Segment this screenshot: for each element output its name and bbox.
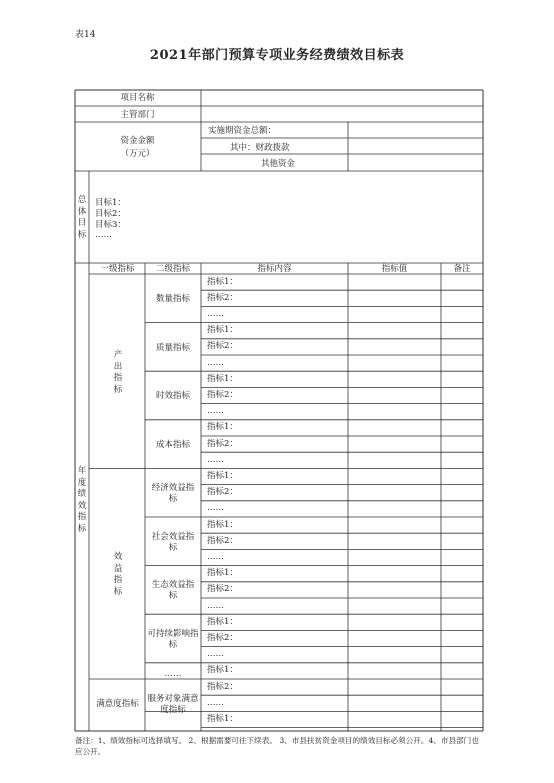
indicator-row-label: 指标1： [207, 665, 238, 676]
funds-unit-label: （万元） [120, 149, 155, 159]
annual-indicators-label: 年度绩效指标 [77, 466, 87, 534]
other-funds-label: 其他资金 [261, 159, 296, 169]
indicator-row-label: 指标2： [207, 487, 238, 498]
table-number: 表14 [75, 30, 96, 40]
level1-satisfaction: 满意度指标 [96, 699, 139, 709]
col-content: 指标内容 [257, 264, 292, 274]
level2-timeliness: 时效指标 [155, 391, 190, 401]
indicator-row-label: …… [207, 551, 224, 562]
indicator-row-label: 指标1： [207, 470, 238, 481]
indicator-row-label: 指标1： [207, 519, 238, 530]
level2-quality: 质量指标 [155, 343, 190, 353]
indicator-row-label: …… [207, 697, 224, 708]
indicator-row-label: …… [207, 600, 224, 611]
indicator-row-label: 指标1： [207, 276, 238, 287]
col-level1: 一级指标 [100, 264, 135, 274]
goal-line-2: 目标2： [95, 209, 126, 219]
department-label: 主管部门 [120, 110, 155, 120]
col-remark: 备注 [453, 264, 471, 274]
indicator-row-label: 指标1： [207, 373, 238, 384]
col-value: 指标值 [381, 264, 408, 274]
indicator-row-label: 指标1： [207, 568, 238, 579]
level2-more: …… [164, 669, 182, 679]
project-name-label: 项目名称 [120, 93, 155, 103]
indicator-row-label: …… [207, 454, 224, 465]
overall-goal-label: 总体目标 [77, 195, 87, 240]
level2-quantity: 数量指标 [155, 294, 190, 304]
indicator-row-label: 指标2： [207, 341, 238, 352]
indicator-row-label: …… [207, 357, 224, 368]
goal-line-3: 目标3： [95, 220, 126, 230]
indicator-row-label: 指标2： [207, 632, 238, 643]
level2-economic: 经济效益指标 [151, 483, 195, 504]
indicator-row-label: 指标2： [207, 584, 238, 595]
indicator-row-label: …… [207, 503, 224, 514]
level1-benefit: 效益指标 [113, 552, 123, 597]
indicator-row-label: …… [207, 308, 224, 319]
goal-line-1: 目标1： [95, 198, 126, 208]
level1-output: 产出指标 [113, 350, 123, 395]
fiscal-funds-label: 其中：财政拨款 [230, 143, 290, 153]
level2-social: 社会效益指标 [151, 532, 195, 553]
footnote: 备注：1、绩效指标可选择填写。 2、根据需要可往下续表。 3、市县扶贫资金项目的绩效目标必须公开。4、市县部门也应公开。 [75, 736, 479, 756]
level2-sustainable: 可持续影响指标 [147, 629, 199, 650]
indicator-row-label: 指标2： [207, 681, 238, 692]
funds-label: 资金金额 [120, 136, 155, 146]
indicator-row-label: 指标1： [207, 616, 238, 627]
indicator-row-label: 指标1： [207, 713, 238, 724]
indicator-row-label: …… [207, 406, 224, 417]
indicator-row-label: 指标1： [207, 422, 238, 433]
indicator-row-label: 指标2： [207, 535, 238, 546]
indicator-row-label: 指标2： [207, 389, 238, 400]
indicator-row-label: 指标2： [207, 292, 238, 303]
page-title: 2021年部门预算专项业务经费绩效目标表 [149, 48, 405, 63]
level2-cost: 成本指标 [155, 440, 190, 450]
goal-line-4: …… [95, 230, 112, 240]
level2-ecological: 生态效益指标 [151, 580, 195, 601]
indicator-row-label: 指标2： [207, 438, 238, 449]
indicator-row-label: 指标1： [207, 325, 238, 336]
total-funds-label: 实施期资金总额： [208, 126, 277, 136]
indicator-row-label: …… [207, 649, 224, 660]
col-level2: 二级指标 [155, 264, 190, 274]
level2-service-satisfaction: 服务对象满意度指标 [147, 694, 199, 715]
